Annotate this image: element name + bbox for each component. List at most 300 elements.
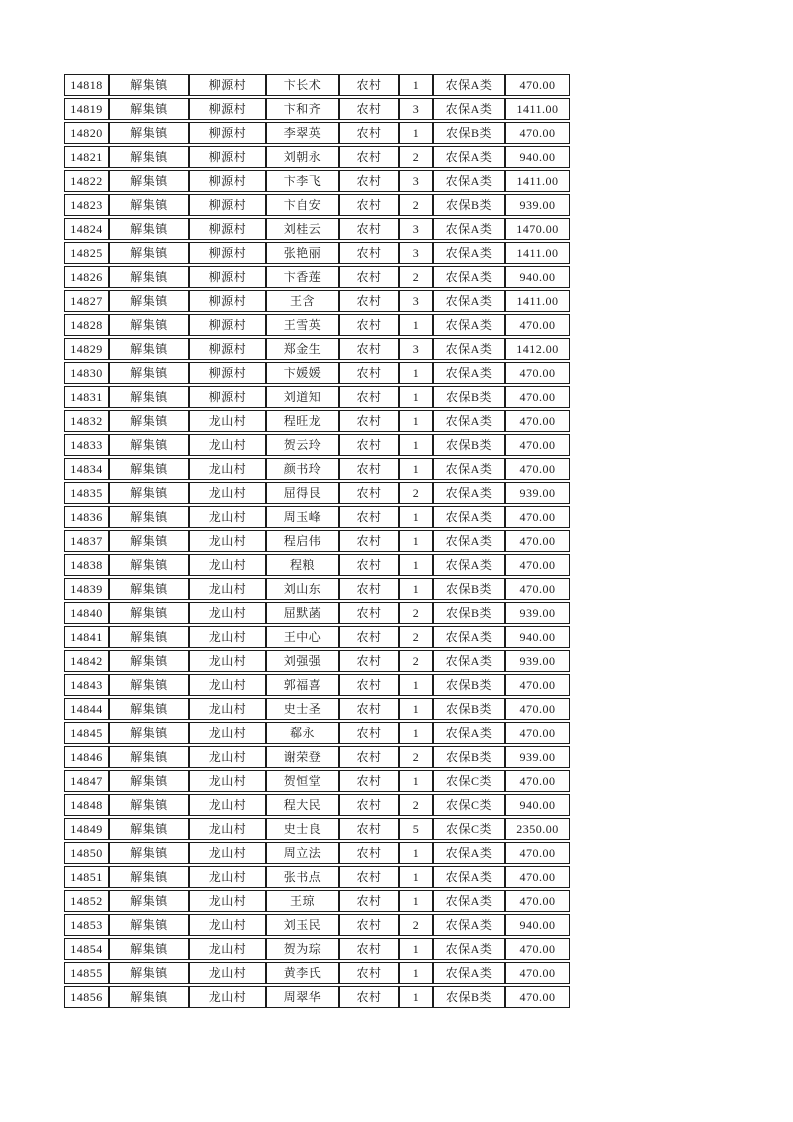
table-row [64,458,570,480]
cell-name: 郗永 [266,722,339,744]
cell-count: 2 [399,746,433,768]
cell-name: 程启伟 [266,530,339,552]
cell-town: 解集镇 [109,986,189,1008]
cell-count: 1 [399,362,433,384]
cell-amount: 2350.00 [505,818,570,840]
cell-town: 解集镇 [109,98,189,120]
cell-town: 解集镇 [109,674,189,696]
cell-town: 解集镇 [109,938,189,960]
cell-category: 农保A类 [433,962,505,984]
cell-category: 农保A类 [433,314,505,336]
cell-id: 14823 [64,194,109,216]
table-row [64,170,570,192]
cell-count: 3 [399,290,433,312]
cell-id: 14846 [64,746,109,768]
cell-amount: 1470.00 [505,218,570,240]
cell-amount: 470.00 [505,554,570,576]
cell-name: 刘山东 [266,578,339,600]
cell-village: 龙山村 [189,890,266,912]
cell-count: 1 [399,674,433,696]
cell-category: 农保A类 [433,506,505,528]
cell-category: 农保A类 [433,530,505,552]
cell-village: 龙山村 [189,602,266,624]
cell-name: 周立法 [266,842,339,864]
cell-count: 3 [399,338,433,360]
cell-amount: 939.00 [505,482,570,504]
table-row [64,938,570,960]
cell-name: 程粮 [266,554,339,576]
cell-town: 解集镇 [109,242,189,264]
cell-village: 柳源村 [189,362,266,384]
cell-category: 农保A类 [433,482,505,504]
cell-area-type: 农村 [339,554,399,576]
cell-category: 农保A类 [433,458,505,480]
cell-name: 李翠英 [266,122,339,144]
cell-category: 农保A类 [433,170,505,192]
cell-village: 柳源村 [189,146,266,168]
cell-id: 14825 [64,242,109,264]
cell-name: 黄李氏 [266,962,339,984]
cell-area-type: 农村 [339,962,399,984]
cell-category: 农保C类 [433,818,505,840]
cell-area-type: 农村 [339,170,399,192]
cell-area-type: 农村 [339,386,399,408]
cell-village: 柳源村 [189,218,266,240]
cell-category: 农保A类 [433,626,505,648]
cell-name: 刘朝永 [266,146,339,168]
cell-town: 解集镇 [109,314,189,336]
cell-count: 1 [399,386,433,408]
cell-area-type: 农村 [339,458,399,480]
cell-id: 14821 [64,146,109,168]
table-row [64,506,570,528]
cell-category: 农保A类 [433,242,505,264]
cell-name: 卞李飞 [266,170,339,192]
table-row [64,674,570,696]
cell-town: 解集镇 [109,794,189,816]
cell-area-type: 农村 [339,266,399,288]
cell-category: 农保A类 [433,362,505,384]
cell-town: 解集镇 [109,746,189,768]
cell-name: 周翠华 [266,986,339,1008]
cell-count: 1 [399,434,433,456]
cell-name: 史士圣 [266,698,339,720]
cell-id: 14836 [64,506,109,528]
cell-amount: 470.00 [505,722,570,744]
cell-category: 农保B类 [433,698,505,720]
cell-village: 龙山村 [189,986,266,1008]
table-row [64,890,570,912]
cell-area-type: 农村 [339,314,399,336]
cell-village: 柳源村 [189,266,266,288]
cell-category: 农保A类 [433,938,505,960]
cell-town: 解集镇 [109,698,189,720]
records-table [64,72,570,1010]
cell-count: 5 [399,818,433,840]
table-row [64,986,570,1008]
table-row [64,314,570,336]
cell-count: 3 [399,170,433,192]
cell-village: 龙山村 [189,938,266,960]
cell-amount: 470.00 [505,962,570,984]
cell-town: 解集镇 [109,290,189,312]
cell-id: 14842 [64,650,109,672]
cell-amount: 940.00 [505,266,570,288]
cell-name: 郑金生 [266,338,339,360]
table-row [64,602,570,624]
cell-count: 1 [399,74,433,96]
cell-town: 解集镇 [109,218,189,240]
table-row [64,482,570,504]
cell-id: 14847 [64,770,109,792]
table-row [64,794,570,816]
table-row [64,818,570,840]
cell-area-type: 农村 [339,362,399,384]
records-tbody [64,74,570,1008]
cell-count: 1 [399,530,433,552]
cell-area-type: 农村 [339,74,399,96]
cell-village: 柳源村 [189,170,266,192]
table-row [64,338,570,360]
cell-category: 农保B类 [433,674,505,696]
cell-name: 张书点 [266,866,339,888]
cell-name: 周玉峰 [266,506,339,528]
cell-village: 柳源村 [189,386,266,408]
table-row [64,194,570,216]
cell-town: 解集镇 [109,818,189,840]
table-row [64,578,570,600]
cell-amount: 470.00 [505,362,570,384]
cell-count: 3 [399,218,433,240]
cell-village: 柳源村 [189,74,266,96]
cell-count: 2 [399,914,433,936]
cell-id: 14827 [64,290,109,312]
table-row [64,122,570,144]
cell-amount: 470.00 [505,386,570,408]
cell-amount: 470.00 [505,74,570,96]
cell-area-type: 农村 [339,818,399,840]
cell-category: 农保A类 [433,74,505,96]
cell-id: 14831 [64,386,109,408]
cell-town: 解集镇 [109,650,189,672]
cell-name: 刘强强 [266,650,339,672]
cell-amount: 1411.00 [505,290,570,312]
cell-town: 解集镇 [109,434,189,456]
cell-category: 农保A类 [433,890,505,912]
cell-id: 14856 [64,986,109,1008]
cell-town: 解集镇 [109,530,189,552]
cell-area-type: 农村 [339,626,399,648]
cell-village: 龙山村 [189,626,266,648]
cell-id: 14850 [64,842,109,864]
cell-count: 1 [399,554,433,576]
cell-category: 农保A类 [433,650,505,672]
cell-town: 解集镇 [109,146,189,168]
cell-town: 解集镇 [109,410,189,432]
cell-amount: 939.00 [505,650,570,672]
cell-amount: 470.00 [505,506,570,528]
cell-count: 3 [399,242,433,264]
table-row [64,842,570,864]
cell-count: 2 [399,626,433,648]
cell-amount: 470.00 [505,458,570,480]
cell-area-type: 农村 [339,602,399,624]
cell-town: 解集镇 [109,170,189,192]
cell-area-type: 农村 [339,770,399,792]
cell-area-type: 农村 [339,890,399,912]
cell-id: 14844 [64,698,109,720]
cell-amount: 939.00 [505,746,570,768]
table-row [64,218,570,240]
cell-count: 1 [399,722,433,744]
cell-village: 龙山村 [189,650,266,672]
cell-amount: 470.00 [505,938,570,960]
cell-name: 颜书玲 [266,458,339,480]
table-row [64,626,570,648]
cell-name: 刘玉民 [266,914,339,936]
cell-category: 农保C类 [433,794,505,816]
cell-town: 解集镇 [109,74,189,96]
cell-name: 卞和齐 [266,98,339,120]
cell-category: 农保B类 [433,434,505,456]
cell-town: 解集镇 [109,722,189,744]
cell-count: 3 [399,98,433,120]
cell-id: 14843 [64,674,109,696]
cell-amount: 1411.00 [505,98,570,120]
table-row [64,746,570,768]
cell-category: 农保A类 [433,290,505,312]
cell-area-type: 农村 [339,674,399,696]
cell-town: 解集镇 [109,626,189,648]
cell-village: 龙山村 [189,914,266,936]
table-row [64,962,570,984]
cell-id: 14853 [64,914,109,936]
cell-id: 14840 [64,602,109,624]
cell-count: 2 [399,602,433,624]
cell-count: 1 [399,890,433,912]
cell-area-type: 农村 [339,986,399,1008]
cell-area-type: 农村 [339,218,399,240]
cell-amount: 1411.00 [505,242,570,264]
cell-id: 14839 [64,578,109,600]
cell-town: 解集镇 [109,770,189,792]
cell-count: 2 [399,482,433,504]
cell-count: 1 [399,770,433,792]
table-row [64,554,570,576]
table-row [64,410,570,432]
cell-town: 解集镇 [109,482,189,504]
cell-count: 1 [399,458,433,480]
cell-count: 2 [399,650,433,672]
cell-category: 农保A类 [433,146,505,168]
cell-village: 龙山村 [189,722,266,744]
cell-amount: 470.00 [505,770,570,792]
cell-name: 卞自安 [266,194,339,216]
cell-category: 农保B类 [433,122,505,144]
cell-id: 14854 [64,938,109,960]
cell-area-type: 农村 [339,866,399,888]
cell-id: 14852 [64,890,109,912]
cell-name: 贺恒堂 [266,770,339,792]
cell-id: 14822 [64,170,109,192]
cell-village: 柳源村 [189,122,266,144]
cell-area-type: 农村 [339,530,399,552]
cell-town: 解集镇 [109,602,189,624]
cell-count: 2 [399,194,433,216]
cell-amount: 470.00 [505,842,570,864]
cell-village: 柳源村 [189,98,266,120]
table-row [64,362,570,384]
cell-area-type: 农村 [339,578,399,600]
cell-area-type: 农村 [339,122,399,144]
table-row [64,434,570,456]
cell-count: 1 [399,506,433,528]
table-row [64,650,570,672]
cell-count: 1 [399,122,433,144]
cell-name: 王含 [266,290,339,312]
cell-amount: 939.00 [505,602,570,624]
cell-amount: 940.00 [505,626,570,648]
cell-id: 14849 [64,818,109,840]
cell-id: 14819 [64,98,109,120]
cell-amount: 1412.00 [505,338,570,360]
cell-amount: 470.00 [505,122,570,144]
cell-area-type: 农村 [339,938,399,960]
cell-name: 屈得艮 [266,482,339,504]
cell-village: 龙山村 [189,578,266,600]
cell-village: 龙山村 [189,962,266,984]
cell-count: 1 [399,962,433,984]
cell-category: 农保B类 [433,386,505,408]
cell-category: 农保B类 [433,602,505,624]
cell-category: 农保A类 [433,914,505,936]
cell-town: 解集镇 [109,458,189,480]
cell-amount: 940.00 [505,146,570,168]
cell-area-type: 农村 [339,914,399,936]
cell-count: 1 [399,314,433,336]
cell-town: 解集镇 [109,554,189,576]
table-row [64,290,570,312]
cell-name: 谢荣登 [266,746,339,768]
cell-id: 14845 [64,722,109,744]
cell-name: 贺云玲 [266,434,339,456]
cell-count: 2 [399,794,433,816]
cell-category: 农保A类 [433,866,505,888]
cell-town: 解集镇 [109,842,189,864]
cell-area-type: 农村 [339,482,399,504]
cell-count: 1 [399,410,433,432]
cell-name: 张艳丽 [266,242,339,264]
cell-amount: 470.00 [505,434,570,456]
cell-amount: 470.00 [505,410,570,432]
cell-area-type: 农村 [339,146,399,168]
cell-town: 解集镇 [109,962,189,984]
table-row [64,98,570,120]
cell-village: 柳源村 [189,194,266,216]
table-row [64,914,570,936]
cell-name: 刘道知 [266,386,339,408]
cell-category: 农保B类 [433,746,505,768]
cell-category: 农保B类 [433,578,505,600]
cell-count: 1 [399,938,433,960]
cell-count: 2 [399,266,433,288]
cell-village: 龙山村 [189,674,266,696]
cell-town: 解集镇 [109,866,189,888]
table-row [64,74,570,96]
cell-name: 刘桂云 [266,218,339,240]
cell-count: 1 [399,578,433,600]
cell-village: 龙山村 [189,410,266,432]
cell-id: 14824 [64,218,109,240]
table-row [64,146,570,168]
cell-id: 14837 [64,530,109,552]
cell-count: 1 [399,866,433,888]
cell-area-type: 农村 [339,290,399,312]
cell-village: 龙山村 [189,818,266,840]
cell-category: 农保A类 [433,554,505,576]
table-row [64,722,570,744]
cell-area-type: 农村 [339,338,399,360]
cell-town: 解集镇 [109,890,189,912]
cell-area-type: 农村 [339,194,399,216]
cell-village: 柳源村 [189,242,266,264]
cell-amount: 470.00 [505,890,570,912]
cell-category: 农保B类 [433,194,505,216]
cell-category: 农保B类 [433,986,505,1008]
cell-village: 龙山村 [189,698,266,720]
cell-name: 程大民 [266,794,339,816]
cell-count: 1 [399,698,433,720]
cell-category: 农保A类 [433,410,505,432]
cell-name: 卞香莲 [266,266,339,288]
cell-village: 龙山村 [189,794,266,816]
cell-area-type: 农村 [339,650,399,672]
table-row [64,698,570,720]
cell-amount: 470.00 [505,986,570,1008]
cell-village: 龙山村 [189,482,266,504]
cell-village: 柳源村 [189,314,266,336]
cell-category: 农保A类 [433,338,505,360]
cell-village: 柳源村 [189,338,266,360]
cell-id: 14832 [64,410,109,432]
cell-id: 14851 [64,866,109,888]
cell-town: 解集镇 [109,362,189,384]
cell-village: 龙山村 [189,530,266,552]
cell-area-type: 农村 [339,410,399,432]
cell-amount: 470.00 [505,866,570,888]
cell-category: 农保C类 [433,770,505,792]
cell-village: 龙山村 [189,554,266,576]
cell-town: 解集镇 [109,266,189,288]
cell-area-type: 农村 [339,98,399,120]
cell-village: 龙山村 [189,770,266,792]
cell-count: 1 [399,842,433,864]
cell-area-type: 农村 [339,794,399,816]
table-row [64,386,570,408]
cell-id: 14835 [64,482,109,504]
cell-id: 14826 [64,266,109,288]
cell-area-type: 农村 [339,506,399,528]
cell-village: 龙山村 [189,458,266,480]
table-row [64,866,570,888]
cell-area-type: 农村 [339,722,399,744]
cell-count: 2 [399,146,433,168]
cell-name: 王中心 [266,626,339,648]
cell-name: 贺为琮 [266,938,339,960]
cell-name: 王雪英 [266,314,339,336]
cell-amount: 940.00 [505,914,570,936]
cell-town: 解集镇 [109,338,189,360]
